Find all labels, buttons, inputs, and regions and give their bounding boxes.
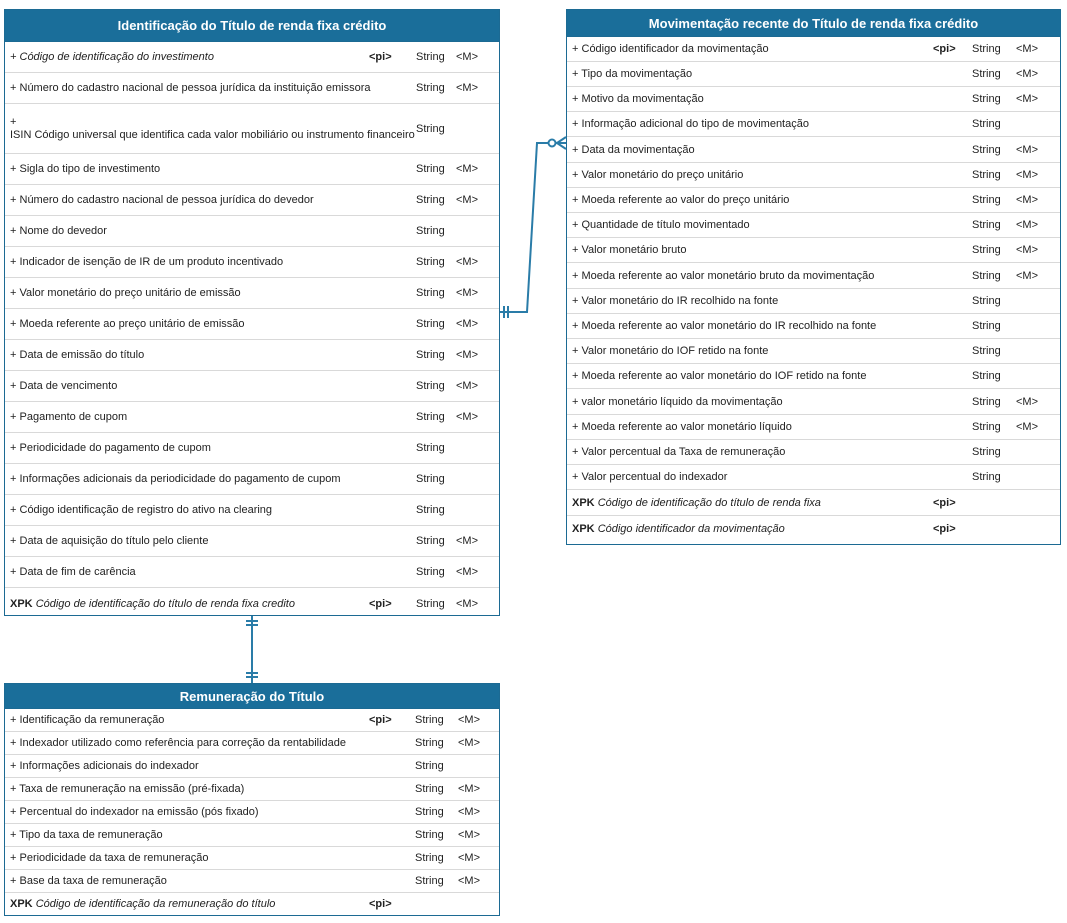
data-type: String xyxy=(972,269,1001,282)
data-type: String xyxy=(416,504,445,516)
attribute-label: Informação adicional do tipo de movimentação xyxy=(581,118,809,130)
data-type: String xyxy=(972,370,1001,382)
data-type: String xyxy=(972,68,1001,80)
attribute-prefix: + xyxy=(572,244,579,256)
attribute-prefix: + xyxy=(10,829,17,841)
entity-title: Movimentação recente do Título de renda fixa crédito xyxy=(567,10,1060,37)
data-type: String xyxy=(416,380,445,392)
attribute-prefix: XPK xyxy=(572,496,595,509)
attribute-prefix: XPK xyxy=(10,898,33,910)
attribute-prefix: + xyxy=(572,93,579,105)
mandatory-tag: <M> xyxy=(1016,269,1039,282)
attribute-label: valor monetário líquido da movimentação xyxy=(581,395,783,408)
attribute-prefix: + xyxy=(572,43,579,55)
attribute-label: Código identificador da movimentação xyxy=(597,522,785,535)
attribute-label: Pagamento de cupom xyxy=(19,411,128,423)
data-type: String xyxy=(415,875,444,887)
attribute-prefix: + xyxy=(10,163,17,175)
data-type: String xyxy=(416,318,445,330)
attribute-label: Valor monetário bruto xyxy=(581,244,687,256)
attribute-prefix: + xyxy=(572,446,579,458)
mandatory-tag: <M> xyxy=(456,82,479,94)
attribute-label: Código identificador da movimentação xyxy=(581,43,769,55)
data-type: String xyxy=(972,219,1001,231)
data-type: String xyxy=(972,395,1001,408)
mandatory-tag: <M> xyxy=(456,349,479,361)
data-type: String xyxy=(972,194,1001,206)
mandatory-tag: <M> xyxy=(1016,219,1039,231)
attribute-label: Base da taxa de remuneração xyxy=(19,875,167,887)
data-type: String xyxy=(416,82,445,94)
mandatory-tag: <M> xyxy=(1016,43,1039,55)
data-type: String xyxy=(972,169,1001,181)
attribute-prefix: + xyxy=(10,535,17,547)
data-type: String xyxy=(416,442,445,454)
data-type: String xyxy=(415,806,444,818)
mandatory-tag: <M> xyxy=(456,256,479,268)
attribute-prefix: + xyxy=(10,256,17,268)
mandatory-tag: <M> xyxy=(456,535,479,547)
data-type: String xyxy=(972,320,1001,332)
data-type: String xyxy=(416,411,445,423)
mandatory-tag: <M> xyxy=(456,566,479,578)
attribute-label: ISIN Código universal que identifica cada valor mobiliário ou instrumento financeiro xyxy=(10,128,415,141)
attribute-prefix: + xyxy=(572,345,579,357)
attribute-label: Moeda referente ao preço unitário de emissão xyxy=(19,318,245,330)
mandatory-tag: <M> xyxy=(458,875,481,887)
data-type: String xyxy=(972,93,1001,105)
attribute-prefix: + xyxy=(572,421,579,433)
mandatory-tag: <M> xyxy=(458,829,481,841)
attribute-label: Data de fim de carência xyxy=(19,566,136,578)
attribute-label: Taxa de remuneração na emissão (pré-fixada) xyxy=(19,783,245,795)
attribute-prefix: + xyxy=(572,143,579,156)
data-type: String xyxy=(416,473,445,485)
data-type: String xyxy=(415,760,444,772)
data-type: String xyxy=(416,51,445,63)
data-type: String xyxy=(415,829,444,841)
attribute-prefix: + xyxy=(10,380,17,392)
data-type: String xyxy=(972,345,1001,357)
primary-identifier-tag: <pi> xyxy=(933,522,956,535)
attribute-label: Data de emissão do título xyxy=(19,349,145,361)
data-type: String xyxy=(416,163,445,175)
mandatory-tag: <M> xyxy=(458,737,481,749)
attribute-prefix: XPK xyxy=(572,522,595,535)
entity-title: Identificação do Título de renda fixa crédito xyxy=(5,10,499,42)
attribute-label: Data de aquisição do título pelo cliente xyxy=(19,535,209,547)
data-type: String xyxy=(416,535,445,547)
data-type: String xyxy=(972,446,1001,458)
attribute-prefix: + xyxy=(10,82,17,94)
attribute-prefix: + xyxy=(10,566,17,578)
attribute-prefix: + xyxy=(10,225,17,237)
attribute-prefix: + xyxy=(10,411,17,423)
attribute-label: Periodicidade do pagamento de cupom xyxy=(19,442,211,454)
data-type: String xyxy=(972,43,1001,55)
data-type: String xyxy=(972,471,1001,483)
primary-identifier-tag: <pi> xyxy=(369,597,392,610)
zero-optional-marker xyxy=(549,140,556,147)
attribute-prefix: + xyxy=(10,349,17,361)
mandatory-tag: <M> xyxy=(1016,93,1039,105)
data-type: String xyxy=(415,737,444,749)
attribute-prefix: + xyxy=(572,269,579,282)
primary-identifier-tag: <pi> xyxy=(369,898,392,910)
data-type: String xyxy=(972,295,1001,307)
attribute-label: Código identificação de registro do ativo na clearing xyxy=(19,504,273,516)
attribute-prefix: + xyxy=(572,68,579,80)
attribute-label: Moeda referente ao valor monetário do IOF retido na fonte xyxy=(581,370,867,382)
mandatory-tag: <M> xyxy=(1016,169,1039,181)
attribute-label: Código de identificação do título de renda fixa xyxy=(597,496,821,509)
mandatory-tag: <M> xyxy=(1016,143,1039,156)
attribute-label: Data da movimentação xyxy=(581,143,695,156)
attribute-label: Moeda referente ao valor monetário do IR recolhido na fonte xyxy=(581,320,877,332)
data-type: String xyxy=(972,118,1001,130)
attribute-prefix: + xyxy=(10,194,17,206)
data-type: String xyxy=(416,566,445,578)
attribute-prefix: + xyxy=(572,169,579,181)
mandatory-tag: <M> xyxy=(456,411,479,423)
mandatory-tag: <M> xyxy=(1016,395,1039,408)
entity-title: Remuneração do Título xyxy=(5,684,499,709)
attribute-label: Indicador de isenção de IR de um produto incentivado xyxy=(19,256,284,268)
mandatory-tag: <M> xyxy=(1016,68,1039,80)
attribute-label: Informações adicionais da periodicidade do pagamento de cupom xyxy=(19,473,341,485)
attribute-prefix: + xyxy=(10,504,17,516)
mandatory-tag: <M> xyxy=(456,318,479,330)
attribute-label: Moeda referente ao valor monetário bruto da movimentação xyxy=(581,269,875,282)
attribute-label: Informações adicionais do indexador xyxy=(19,760,199,772)
data-type: String xyxy=(416,256,445,268)
mandatory-tag: <M> xyxy=(456,51,479,63)
primary-identifier-tag: <pi> xyxy=(369,714,392,726)
attribute-prefix: + xyxy=(10,287,17,299)
attribute-prefix: + xyxy=(572,295,579,307)
attribute-label: Tipo da movimentação xyxy=(581,68,693,80)
mandatory-tag: <M> xyxy=(458,783,481,795)
attribute-label: Código de identificação do título de renda fixa credito xyxy=(35,597,295,610)
attribute-prefix: + xyxy=(10,115,17,128)
attribute-label: Moeda referente ao valor monetário líquido xyxy=(581,421,792,433)
data-type: String xyxy=(415,783,444,795)
data-type: String xyxy=(972,421,1001,433)
attribute-label: Indexador utilizado como referência para correção da rentabilidade xyxy=(19,737,347,749)
relationship-titulo-movimentacao[interactable] xyxy=(500,143,566,312)
mandatory-tag: <M> xyxy=(1016,194,1039,206)
attribute-label: Moeda referente ao valor do preço unitário xyxy=(581,194,790,206)
mandatory-tag: <M> xyxy=(456,163,479,175)
data-type: String xyxy=(416,597,445,610)
attribute-label: Quantidade de título movimentado xyxy=(581,219,750,231)
primary-identifier-tag: <pi> xyxy=(933,43,956,55)
attribute-prefix: + xyxy=(10,783,17,795)
attribute-prefix: + xyxy=(572,471,579,483)
attribute-label: Número do cadastro nacional de pessoa jurídica do devedor xyxy=(19,194,314,206)
attribute-label: Valor monetário do preço unitário xyxy=(581,169,744,181)
attribute-prefix: + xyxy=(10,852,17,864)
attribute-label: Identificação da remuneração xyxy=(19,714,165,726)
attribute-label: Data de vencimento xyxy=(19,380,118,392)
attribute-label: Número do cadastro nacional de pessoa jurídica da instituição emissora xyxy=(19,82,371,94)
attribute-prefix: + xyxy=(10,473,17,485)
mandatory-tag: <M> xyxy=(458,806,481,818)
data-type: String xyxy=(972,143,1001,156)
attribute-label: Percentual do indexador na emissão (pós fixado) xyxy=(19,806,259,818)
mandatory-tag: <M> xyxy=(458,852,481,864)
attribute-prefix: + xyxy=(10,737,17,749)
data-type: String xyxy=(416,349,445,361)
mandatory-tag: <M> xyxy=(458,714,481,726)
attribute-prefix: + xyxy=(572,219,579,231)
attribute-label: Valor monetário do preço unitário de emissão xyxy=(19,287,241,299)
attribute-label: Valor monetário do IR recolhido na fonte xyxy=(581,295,779,307)
attribute-prefix: + xyxy=(572,395,579,408)
data-type: String xyxy=(415,714,444,726)
attribute-prefix: + xyxy=(10,318,17,330)
attribute-prefix: + xyxy=(10,442,17,454)
data-type: String xyxy=(416,287,445,299)
attribute-prefix: + xyxy=(10,875,17,887)
attribute-prefix: + xyxy=(572,320,579,332)
primary-identifier-tag: <pi> xyxy=(933,496,956,509)
attribute-label: Periodicidade da taxa de remuneração xyxy=(19,852,209,864)
attribute-prefix: + xyxy=(10,714,17,726)
attribute-label: Código de identificação do investimento xyxy=(19,51,214,63)
data-type: String xyxy=(416,122,445,135)
data-type: String xyxy=(416,225,445,237)
attribute-label: Sigla do tipo de investimento xyxy=(19,163,161,175)
attribute-label: Motivo da movimentação xyxy=(581,93,704,105)
attribute-label: Valor monetário do IOF retido na fonte xyxy=(581,345,769,357)
mandatory-tag: <M> xyxy=(1016,421,1039,433)
mandatory-tag: <M> xyxy=(456,194,479,206)
attribute-label: Código de identificação da remuneração do título xyxy=(35,898,276,910)
attribute-prefix: + xyxy=(572,370,579,382)
attribute-label: Tipo da taxa de remuneração xyxy=(19,829,163,841)
data-type: String xyxy=(415,852,444,864)
mandatory-tag: <M> xyxy=(1016,244,1039,256)
mandatory-tag: <M> xyxy=(456,287,479,299)
attribute-prefix: + xyxy=(572,194,579,206)
attribute-label: Valor percentual da Taxa de remuneração xyxy=(581,446,786,458)
mandatory-tag: <M> xyxy=(456,380,479,392)
primary-identifier-tag: <pi> xyxy=(369,51,392,63)
attribute-prefix: + xyxy=(10,51,17,63)
attribute-label: Valor percentual do indexador xyxy=(581,471,728,483)
attribute-prefix: XPK xyxy=(10,597,33,610)
data-type: String xyxy=(972,244,1001,256)
attribute-label: Nome do devedor xyxy=(19,225,107,237)
data-type: String xyxy=(416,194,445,206)
attribute-prefix: + xyxy=(572,118,579,130)
mandatory-tag: <M> xyxy=(456,597,479,610)
attribute-prefix: + xyxy=(10,760,17,772)
attribute-prefix: + xyxy=(10,806,17,818)
